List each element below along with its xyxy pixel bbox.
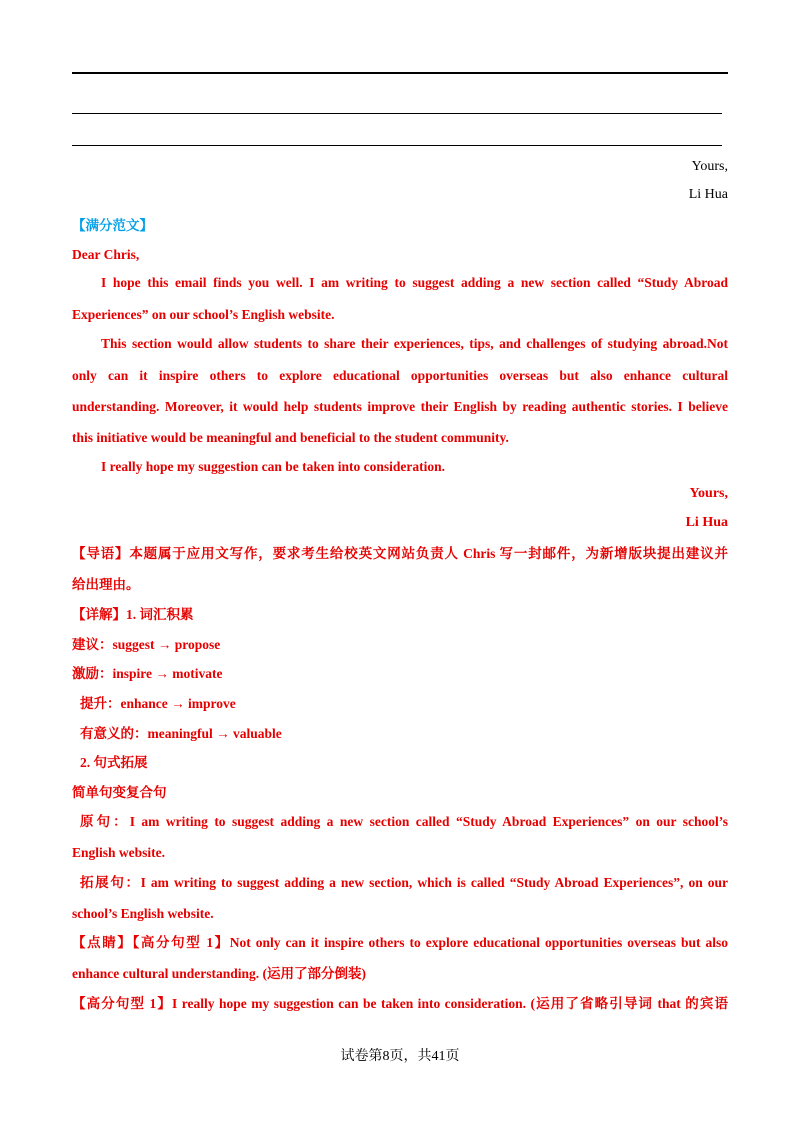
essay-signature: Li Hua xyxy=(685,515,728,530)
vocab-item: 激励：inspire → motivate xyxy=(72,666,223,681)
section-2-heading: 2. 句式拓展 xyxy=(80,755,148,770)
essay-paragraph-2-line: only can it inspire others to explore educational opportunities overseas but also enhance cultural xyxy=(72,368,728,383)
answer-line xyxy=(72,113,722,114)
highlight-line: 【点睛】【高分句型 1】Not only can it inspire others to explore educational opportunities overseas but also xyxy=(72,935,728,950)
highlight-line: 【高分句型 1】I really hope my suggestion can be taken into consideration. (运用了省略引导词 that 的宾语 xyxy=(72,996,728,1011)
expanded-sentence-line: 拓展句：I am writing to suggest adding a new section, which is called “Study Abroad Experiences”, on our xyxy=(80,875,728,890)
essay-paragraph-3: I really hope my suggestion can be taken into consideration. xyxy=(101,459,446,474)
model-essay-heading: 【满分范文】 xyxy=(72,218,153,233)
essay-closing: Yours, xyxy=(689,486,728,501)
section-subheading: 简单句变复合句 xyxy=(72,785,167,800)
original-sentence-line: English website. xyxy=(72,845,166,860)
essay-paragraph-2-line: this initiative would be meaningful and beneficial to the student community. xyxy=(72,430,509,445)
details-heading: 【详解】1. 词汇积累 xyxy=(72,607,194,622)
letter-signature: Li Hua xyxy=(688,187,728,202)
essay-paragraph-2-line: This section would allow students to share their experiences, tips, and challenges of studying abroad.Not xyxy=(101,336,728,351)
essay-paragraph-2-line: understanding. Moreover, it would help students improve their English by reading authentic stories. I believe xyxy=(72,399,728,414)
essay-paragraph-1-line: I hope this email finds you well. I am writing to suggest adding a new section called “Study Abroad xyxy=(101,275,728,290)
essay-paragraph-1-line: Experiences” on our school’s English website. xyxy=(72,307,335,322)
page-footer: 试卷第8页，共41页 xyxy=(340,1049,460,1064)
vocab-item: 有意义的：meaningful → valuable xyxy=(80,726,282,741)
letter-closing: Yours, xyxy=(691,159,728,174)
original-sentence-line: 原句：I am writing to suggest adding a new section called “Study Abroad Experiences” on our school’s xyxy=(80,814,728,829)
guide-text-line: 给出理由。 xyxy=(72,577,140,592)
essay-salutation: Dear Chris, xyxy=(72,247,140,262)
expanded-sentence-line: school’s English website. xyxy=(72,906,214,921)
vocab-item: 提升：enhance → improve xyxy=(80,696,236,711)
answer-line xyxy=(72,145,722,146)
highlight-line: enhance cultural understanding. (运用了部分倒装) xyxy=(72,966,367,981)
vocab-item: 建议：suggest → propose xyxy=(72,637,221,652)
guide-text-line: 【导语】本题属于应用文写作，要求考生给校英文网站负责人 Chris 写一封邮件，为新增版块提出建议并 xyxy=(72,546,728,561)
answer-line xyxy=(72,72,728,74)
